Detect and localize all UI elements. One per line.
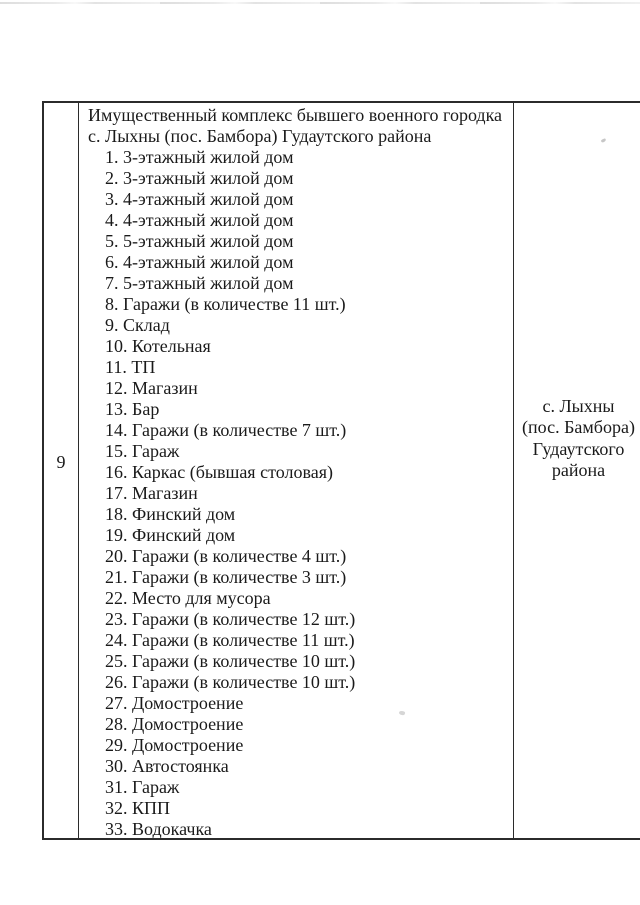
property-item: 23. Гаражи (в количестве 12 шт.): [105, 609, 356, 629]
row-number: 9: [56, 452, 66, 472]
property-item: 4. 4-этажный жилой дом: [105, 210, 294, 230]
property-item: 7. 5-этажный жилой дом: [105, 273, 294, 293]
property-item: 6. 4-этажный жилой дом: [105, 252, 294, 272]
property-item: 21. Гаражи (в количестве 3 шт.): [105, 567, 347, 587]
property-item: 3. 4-этажный жилой дом: [105, 189, 294, 209]
property-item: 31. Гараж: [105, 777, 180, 797]
property-item: 10. Котельная: [105, 336, 211, 356]
property-item: 8. Гаражи (в количестве 11 шт.): [105, 294, 346, 314]
property-item: 11. ТП: [105, 357, 156, 377]
property-item: 1. 3-этажный жилой дом: [105, 147, 294, 167]
property-item: 26. Гаражи (в количестве 10 шт.): [105, 672, 356, 692]
property-item: 29. Домостроение: [105, 735, 244, 755]
property-item: 27. Домостроение: [105, 693, 244, 713]
property-item: 16. Каркас (бывшая столовая): [105, 462, 333, 482]
property-item: 14. Гаражи (в количестве 7 шт.): [105, 420, 347, 440]
location-cell: [514, 103, 640, 838]
property-item: 12. Магазин: [105, 378, 198, 398]
property-item: 22. Место для мусора: [105, 588, 271, 608]
location-line: с. Лыхны: [542, 395, 615, 416]
property-item: 20. Гаражи (в количестве 4 шт.): [105, 546, 347, 566]
property-item: 9. Склад: [105, 315, 170, 335]
property-item: 17. Магазин: [105, 483, 198, 503]
property-item: 24. Гаражи (в количестве 11 шт.): [105, 630, 355, 650]
location-text-block: [514, 396, 640, 482]
property-item: 18. Финский дом: [105, 504, 236, 524]
property-item: 15. Гараж: [105, 441, 180, 461]
scan-artifact-line: [0, 2, 640, 4]
complex-title-line-1: Имущественный комплекс бывшего военного городка: [88, 105, 503, 125]
property-item: 2. 3-этажный жилой дом: [105, 168, 294, 188]
location-line: (пос. Бамбора): [522, 417, 635, 437]
location-line: района: [551, 460, 606, 480]
property-item: 32. КПП: [105, 798, 171, 818]
property-register-table-row: [42, 101, 640, 840]
property-item: 28. Домостроение: [105, 714, 244, 734]
property-item: 25. Гаражи (в количестве 10 шт.): [105, 651, 356, 671]
row-number-cell: [44, 103, 79, 838]
property-item: 5. 5-этажный жилой дом: [105, 231, 294, 251]
property-item: 30. Автостоянка: [105, 756, 229, 776]
property-item: 13. Бар: [105, 399, 160, 419]
property-items-list: [88, 147, 509, 838]
location-line: Гудаутского: [532, 438, 625, 459]
property-item: 19. Финский дом: [105, 525, 236, 545]
complex-title-line-2: с. Лыхны (пос. Бамбора) Гудаутского района: [88, 126, 432, 146]
property-item: 33. Водокачка: [105, 819, 212, 838]
property-description-cell: [79, 103, 514, 838]
